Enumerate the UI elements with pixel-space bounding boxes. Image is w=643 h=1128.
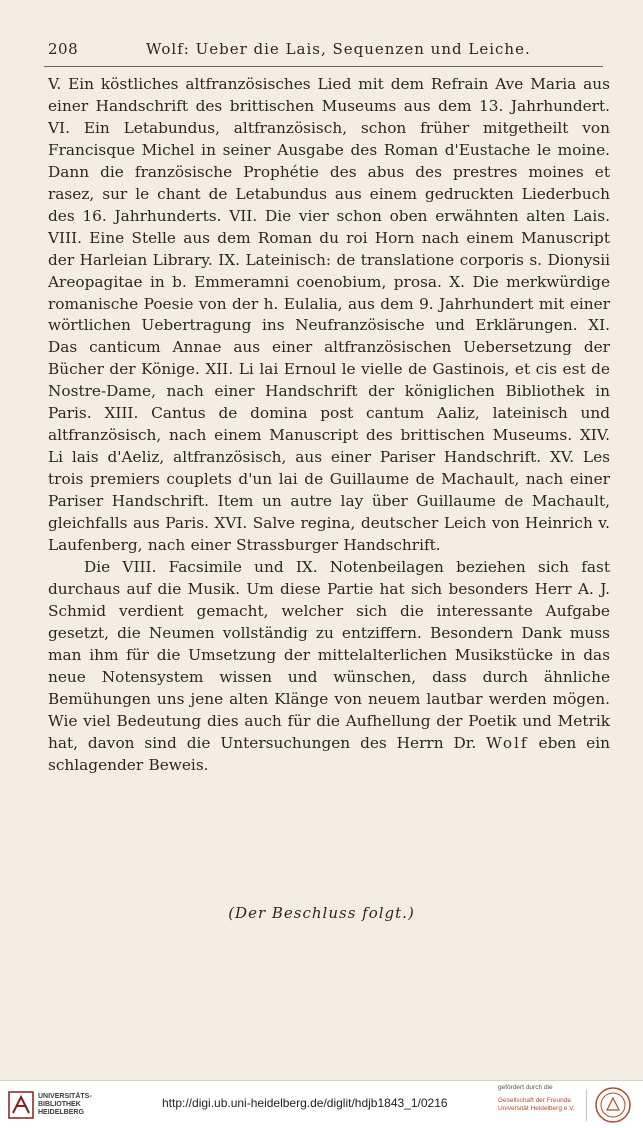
running-title: Wolf: Ueber die Lais, Sequenzen und Leiche. xyxy=(146,40,531,58)
paragraph-1: V. Ein köstliches altfranzösisches Lied mit dem Refrain Ave Maria aus einer Handschrift des brittischen Museums aus dem 13. Jahrhundert. VI. Ein Letabundus, altfranzösisch, schon früher mitgetheilt von Francisque Michel in seiner Ausgabe des Roman d'Eustache le moine. Dann die französische Prophétie des abus des prestres moines et rasez, sur le chant de Letabundus aus einem gedruckten Liederbuch des 16. Jahrhunderts. VII. Die vier schon oben erwähnten alten Lais. VIII. Eine Stelle aus dem Roman du roi Horn nach einem Manuscript der Harleian Library. IX. Lateinisch: de translatione corporis s. Dionysii Areopagitae in b. Emmeramni coenobium, prosa. X. Die merkwürdige romanische Poesie von der h. Eulalia, aus dem 9. Jahrhundert mit einer wörtlichen Uebertragung ins Neufranzösische und Erklärungen. XI. Das canticum Annae aus einer altfranzösischen Uebersetzung der Bücher der Könige. XII. Li lai Ernoul le vielle de Gastinois, et cis est de Nostre-Dame, nach einer Handschrift der königlichen Bibliothek in Paris. XIII. Cantus de domina post cantum Aaliz, lateinisch und altfranzösisch, nach einem Manuscript des brittischen Museums. XIV. Li lais d'Aeliz, altfranzösisch, aus einer Pariser Handschrift. XV. Les trois premiers couplets d'un lai de Guillaume de Machault, nach einer Pariser Handschrift. Item un autre lay über Guillaume de Machault, gleichfalls aus Paris. XVI. Salve regina, deutscher Leich von Heinrich v. Laufenberg, nach einer Strassburger Handschrift. xyxy=(48,75,610,555)
university-seal-icon xyxy=(594,1086,632,1124)
sponsor-label: gefördert durch die xyxy=(498,1084,553,1091)
library-name: UNIVERSITÄTS-BIBLIOTHEK HEIDELBERG xyxy=(38,1093,92,1116)
sponsor-name: Gesellschaft der Freunde Universität Heidelberg e.V. xyxy=(498,1097,575,1112)
header-rule xyxy=(44,66,603,67)
permalink-url[interactable]: http://digi.ub.uni-heidelberg.de/diglit/hdjb1843_1/0216 xyxy=(162,1096,448,1110)
sponsor-block xyxy=(498,1084,584,1113)
library-logo-icon xyxy=(8,1091,34,1119)
paragraph-2 xyxy=(48,557,610,777)
sponsor-divider xyxy=(586,1089,587,1121)
author-name: Wolf xyxy=(486,733,529,752)
page-number: 208 xyxy=(48,40,79,58)
paragraph-2-after: eben ein schlagender Beweis. xyxy=(48,733,610,774)
paragraph-2-before: Die VIII. Facsimile und IX. Notenbeilagen beziehen sich fast durchaus auf die Musik. Um diese Partie hat sich besonders Herr A. J. Schmid verdient gemacht, welcher sich die interessante Aufgabe gesetzt, die Neumen vollständig zu entziffern. Besondern Dank muss man ihm für die Umsetzung der mittelalterlichen Musikstücke in das neue Notensystem wissen und wünschen, dass durch ähnliche Bemühungen uns jene alten Klänge von neuem lautbar werden mögen. Wie viel Bedeutung dies auch für die Aufhellung der Poetik und Metrik hat, davon sind die Untersuchungen des Herrn Dr. xyxy=(48,557,610,752)
page-header xyxy=(44,38,603,62)
closing-note: (Der Beschluss folgt.) xyxy=(228,904,415,922)
digitization-footer xyxy=(0,1080,643,1128)
body-text xyxy=(48,74,610,777)
